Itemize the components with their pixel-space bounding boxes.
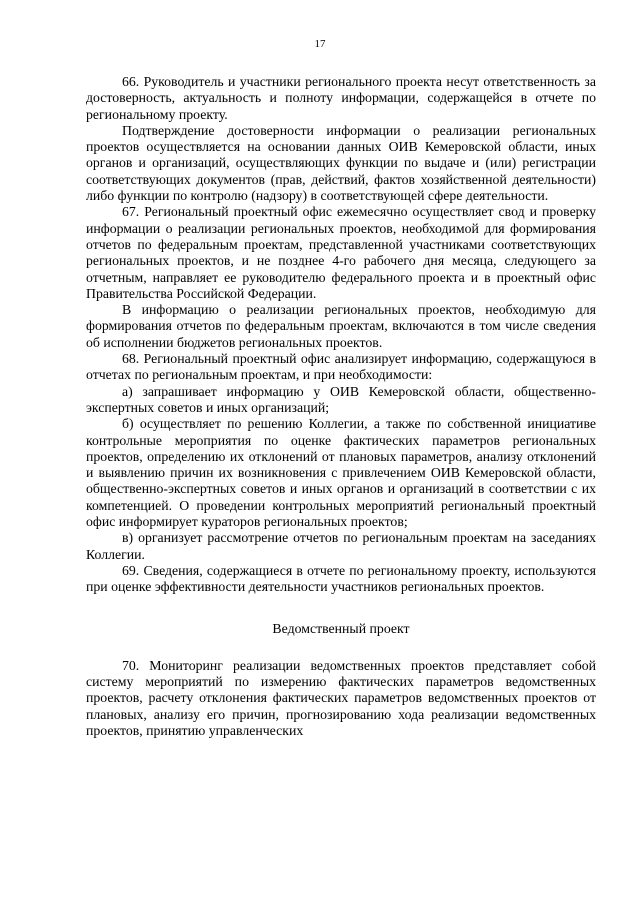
paragraph-68: 68. Региональный проектный офис анализирует информацию, содержащуюся в отчетах по региональным проектам, и при необходимости: bbox=[86, 351, 596, 383]
paragraph-67: 67. Региональный проектный офис ежемесячно осуществляет свод и проверку информации о реализации региональных проектов, необходимой для формирования отчетов по федеральным проектам, представленной участниками соответствующих региональных проектов, и не позднее 4-го рабочего дня месяца, следующего за отчетным, направляет ее руководителю федерального проекта и в проектный офис Правительства Российской Федерации. bbox=[86, 204, 596, 301]
paragraph-69: 69. Сведения, содержащиеся в отчете по региональному проекту, используются при оценке эффективности деятельности участников региональных проектов. bbox=[86, 562, 596, 595]
document-body bbox=[86, 74, 596, 739]
paragraph-68-b: б) осуществляет по решению Коллегии, а также по собственной инициативе контрольные мероприятия по оценке фактических параметров региональных проектов, определению их отклонений от плановых параметров, анализу отклонений и выявлению причин их возникновения с привлечением ОИВ Кемеровской области, общественно-экспертных советов и иных органов и организаций в соответствии с их компетенцией. О проведении контрольных мероприятий региональный проектный офис информирует кураторов региональных проектов; bbox=[86, 416, 596, 530]
section-heading: Ведомственный проект bbox=[272, 620, 410, 636]
paragraph-70: 70. Мониторинг реализации ведомственных проектов представляет собой систему мероприятий по измерению фактических параметров ведомственных проектов, расчету отклонения фактических параметров ведомственных проектов от плановых, анализу его причин, прогнозированию хода реализации ведомственных проектов, принятию управленческих bbox=[86, 657, 596, 738]
paragraph-67-budget: В информацию о реализации региональных проектов, необходимую для формирования отчетов по федеральным проектам, включаются в том числе сведения об исполнении бюджетов региональных проектов. bbox=[86, 302, 596, 350]
paragraph-68-a: а) запрашивает информацию у ОИВ Кемеровской области, общественно-экспертных советов и иных организаций; bbox=[86, 383, 596, 415]
paragraph-66-confirmation: Подтверждение достоверности информации о реализации региональных проектов осуществляется на основании данных ОИВ Кемеровской области, иных органов и организаций, осуществляющих функции по выдаче и (или) регистрации соответствующих документов (прав, действий, фактов хозяйственной деятельности) либо функции по контролю (надзору) в соответствующей сфере деятельности. bbox=[86, 122, 596, 204]
page-number: 17 bbox=[314, 38, 326, 50]
paragraph-66: 66. Руководитель и участники регионального проекта несут ответственность за достоверность, актуальность и полноту информации, содержащейся в отчете по региональному проекту. bbox=[86, 74, 596, 122]
paragraph-68-c: в) организует рассмотрение отчетов по региональным проектам на заседаниях Коллегии. bbox=[86, 530, 596, 562]
